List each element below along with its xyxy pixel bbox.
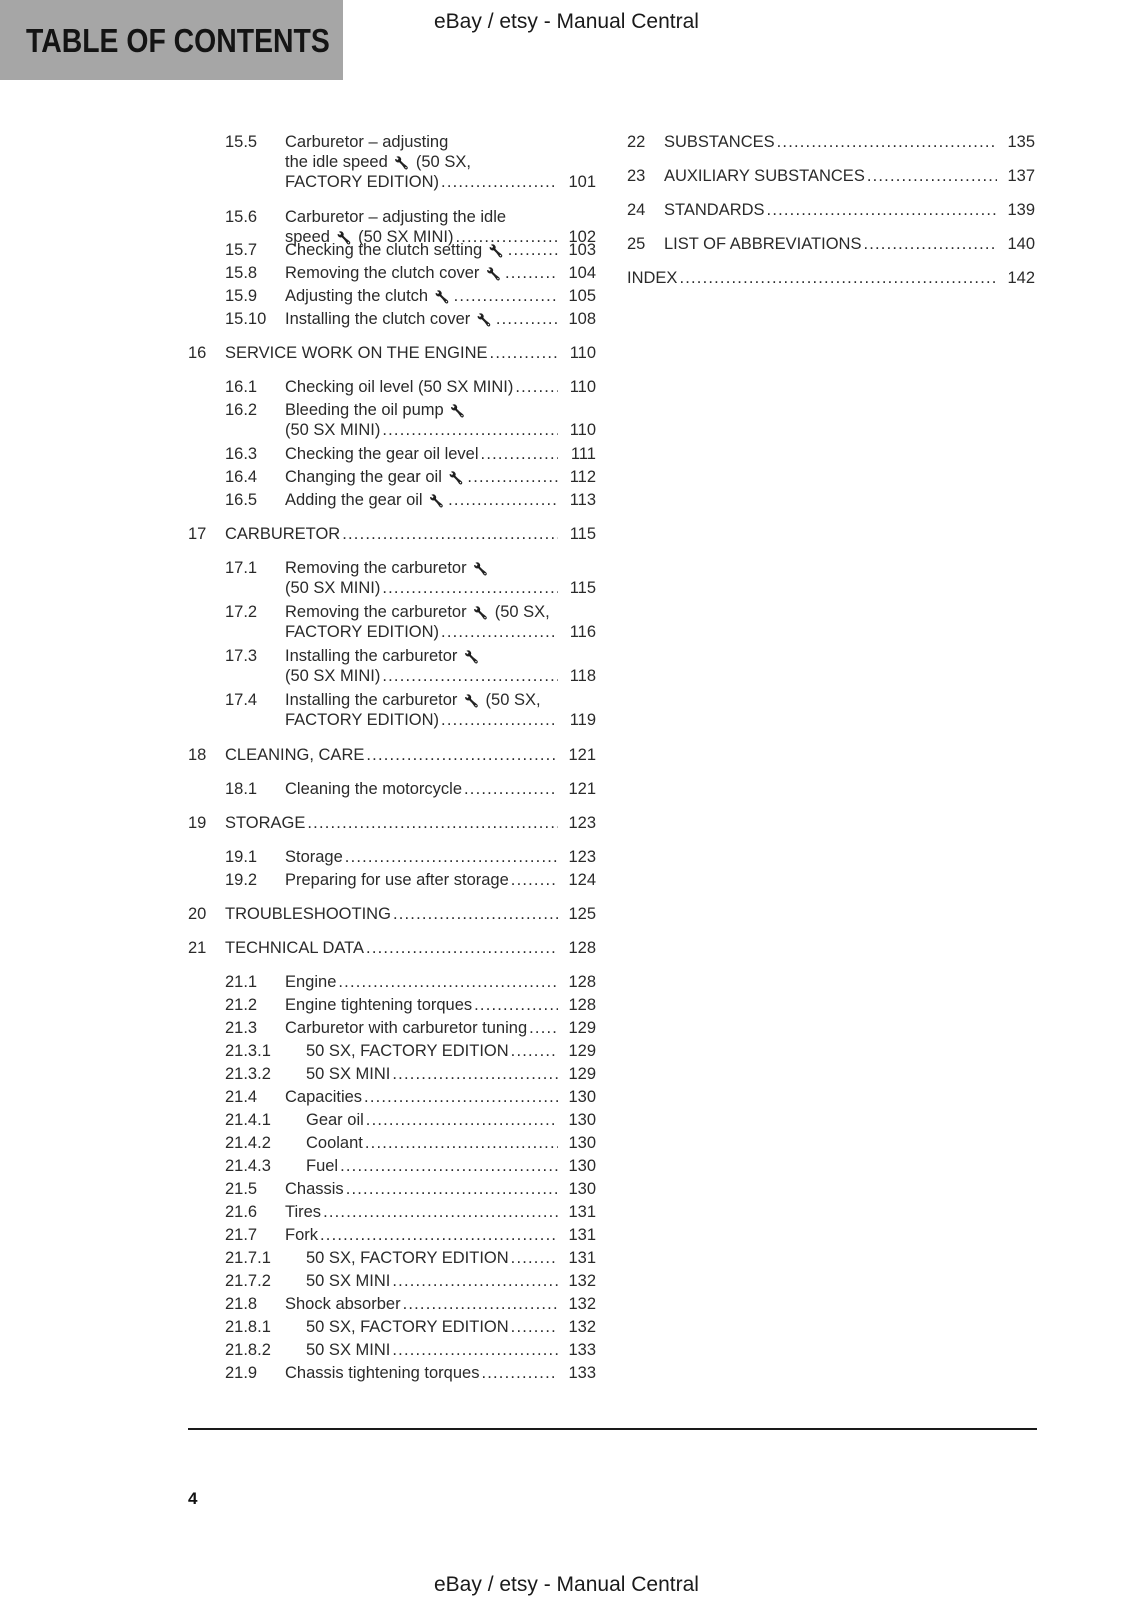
toc-entry-section[interactable]	[0, 443, 620, 465]
dot-leader	[679, 267, 997, 289]
toc-entry-number: 21.5	[225, 1180, 258, 1198]
toc-entry-chapter[interactable]	[0, 937, 620, 959]
toc-entry-title: Carburetor – adjusting the idle	[285, 208, 507, 226]
toc-entry-title: 50 SX MINI .....	[306, 1339, 558, 1361]
dot-leader	[867, 165, 997, 187]
toc-entry-section[interactable]	[0, 971, 620, 993]
toc-entry-section[interactable]	[0, 645, 620, 667]
toc-entry-number: 21.3.2	[225, 1065, 271, 1083]
toc-entry-page: 121	[568, 746, 596, 764]
toc-entry-page: 132	[568, 1272, 596, 1290]
toc-entry-number: 17.1	[225, 559, 258, 577]
wrench-icon: 🔧	[429, 494, 445, 508]
toc-entry-page: 130	[568, 1180, 596, 1198]
toc-entry-number: 21.4.2	[225, 1134, 271, 1152]
toc-entry-title: Chassis tightening torques .....	[285, 1362, 558, 1384]
toc-entry-title: speed 🔧 (50 SX MINI) .....	[285, 226, 558, 249]
wrench-icon: 🔧	[464, 650, 479, 664]
toc-entry-title: Preparing for use after storage .....	[285, 869, 558, 891]
toc-entry-chapter[interactable]	[0, 131, 1130, 153]
toc-entry-section[interactable]	[0, 621, 620, 643]
dot-leader	[382, 577, 558, 599]
toc-entry-number: 21.8.1	[225, 1318, 271, 1336]
dot-leader	[490, 342, 558, 364]
toc-entry-title: CLEANING, CARE .....	[225, 744, 558, 766]
dot-leader	[467, 466, 558, 488]
toc-entry-page: 110	[569, 378, 596, 396]
dot-leader	[323, 1201, 558, 1223]
toc-entry-title: Installing the clutch cover 🔧 .....	[285, 308, 558, 331]
toc-entry-chapter[interactable]	[0, 523, 620, 545]
toc-entry-page: 124	[568, 871, 596, 889]
toc-entry-section[interactable]	[0, 267, 1130, 289]
toc-entry-title: CARBURETOR .....	[225, 523, 558, 545]
dot-leader	[441, 709, 558, 731]
toc-entry-section[interactable]	[0, 1201, 620, 1223]
toc-entry-title: Checking the clutch setting 🔧 .....	[285, 239, 558, 262]
toc-entry-title: Gear oil .....	[306, 1109, 558, 1131]
toc-entry-title: INDEX .....	[627, 267, 997, 289]
toc-entry-section[interactable]	[0, 466, 620, 488]
toc-entry-number: 21.4.1	[225, 1111, 271, 1129]
toc-entry-section[interactable]	[0, 709, 620, 731]
footer-watermark-text: eBay / etsy - Manual Central	[434, 1573, 699, 1596]
toc-entry-page: 132	[568, 1295, 596, 1313]
toc-entry-number: 18	[188, 746, 207, 764]
toc-entry-title: Shock absorber .....	[285, 1293, 558, 1315]
dot-leader	[392, 1063, 558, 1085]
dot-leader	[511, 869, 558, 891]
toc-entry-page: 129	[568, 1019, 596, 1037]
toc-entry-chapter[interactable]	[0, 744, 620, 766]
toc-entry-number: 21.4	[225, 1088, 258, 1106]
toc-entry-number: 21.8	[225, 1295, 258, 1313]
toc-entry-number: 21	[188, 939, 207, 957]
toc-entry-number: 24	[627, 201, 646, 219]
toc-entry-title: Checking oil level (50 SX MINI) .....	[285, 376, 558, 398]
toc-entry-page: 137	[1007, 167, 1035, 185]
toc-entry-number: 22	[627, 133, 646, 151]
toc-entry-number: 17	[188, 525, 207, 543]
toc-entry-chapter[interactable]	[0, 165, 1130, 187]
dot-leader	[382, 665, 558, 687]
wrench-icon: 🔧	[450, 404, 466, 418]
dot-leader	[529, 1017, 558, 1039]
toc-entry-title: 50 SX, FACTORY EDITION .....	[306, 1040, 558, 1062]
toc-entry-title: Capacities .....	[285, 1086, 558, 1108]
toc-entry-title: 50 SX, FACTORY EDITION .....	[306, 1316, 558, 1338]
toc-entry-page: 142	[1007, 269, 1035, 287]
wrench-icon: 🔧	[473, 562, 489, 576]
toc-entry-title: Checking the gear oil level .....	[285, 443, 558, 465]
toc-entry-page: 128	[568, 939, 596, 957]
toc-entry-page: 111	[570, 445, 596, 463]
toc-entry-number: 20	[188, 905, 207, 923]
dot-leader	[863, 233, 997, 255]
toc-entry-number: 15.9	[225, 287, 258, 305]
toc-entry-section[interactable]	[0, 1362, 620, 1384]
toc-entry-number: 21.6	[225, 1203, 258, 1221]
toc-entry-page: 123	[568, 814, 596, 832]
toc-entry-number: 19.1	[225, 848, 258, 866]
dot-leader	[515, 376, 558, 398]
toc-entry-page: 123	[568, 848, 596, 866]
toc-entry-number: 21.1	[225, 973, 258, 991]
toc-entry-chapter[interactable]	[0, 812, 620, 834]
wrench-icon: 🔧	[434, 290, 450, 304]
dot-leader	[340, 1155, 558, 1177]
toc-entry-section[interactable]	[0, 1339, 620, 1361]
toc-entry-number: 15.5	[225, 133, 258, 151]
dot-leader	[393, 903, 558, 925]
toc-entry-section[interactable]	[0, 489, 620, 511]
dot-leader	[366, 937, 558, 959]
toc-entry-page: 139	[1007, 201, 1035, 219]
toc-entry-number: 15.10	[225, 310, 267, 328]
dot-leader	[392, 1339, 558, 1361]
toc-entry-page: 101	[568, 173, 596, 191]
toc-entry-section[interactable]	[0, 1247, 620, 1269]
wrench-icon: 🔧	[488, 244, 504, 258]
toc-entry-page: 112	[569, 468, 596, 486]
toc-entry-page: 118	[569, 667, 596, 685]
toc-entry-section[interactable]	[0, 689, 620, 711]
toc-entry-number: 21.7.1	[225, 1249, 271, 1267]
toc-entry-page: 103	[568, 241, 596, 259]
toc-entry-page: 135	[1007, 133, 1035, 151]
toc-entry-section[interactable]	[0, 1109, 620, 1131]
toc-entry-section[interactable]	[0, 601, 620, 623]
dot-leader	[338, 971, 558, 993]
toc-entry-chapter[interactable]	[0, 233, 1130, 255]
toc-entry-page: 130	[568, 1111, 596, 1129]
toc-entry-page: 140	[1007, 235, 1035, 253]
toc-entry-page: 104	[568, 264, 596, 282]
toc-entry-title: SERVICE WORK ON THE ENGINE .....	[225, 342, 558, 364]
toc-entry-title: AUXILIARY SUBSTANCES .....	[664, 165, 997, 187]
toc-entry-page: 130	[568, 1088, 596, 1106]
toc-entry-number: 16.4	[225, 468, 258, 486]
toc-entry-number: 21.8.2	[225, 1341, 271, 1359]
toc-entry-number: 16.3	[225, 445, 258, 463]
toc-entry-number: 17.4	[225, 691, 258, 709]
dot-leader	[441, 621, 558, 643]
toc-entry-page: 102	[568, 228, 596, 246]
toc-entry-section[interactable]	[0, 846, 620, 868]
toc-entry-page: 110	[569, 344, 596, 362]
toc-entry-title: STORAGE .....	[225, 812, 558, 834]
toc-entry-number: 18.1	[225, 780, 258, 798]
toc-entry-title: FACTORY EDITION) .....	[285, 621, 558, 643]
toc-entry-section[interactable]	[0, 1224, 620, 1246]
toc-entry-title: Tires .....	[285, 1201, 558, 1223]
dot-leader	[767, 199, 997, 221]
toc-entry-page: 115	[569, 525, 596, 543]
dot-leader	[346, 1178, 558, 1200]
wrench-icon: 🔧	[394, 156, 410, 170]
toc-entry-number: 21.3	[225, 1019, 258, 1037]
toc-entry-number: 19.2	[225, 871, 258, 889]
dot-leader	[464, 778, 558, 800]
toc-entry-title: Fuel .....	[306, 1155, 558, 1177]
toc-entry-section[interactable]	[0, 1155, 620, 1177]
toc-entry-page: 113	[569, 491, 596, 509]
toc-entry-page: 119	[569, 711, 596, 729]
wrench-icon: 🔧	[336, 231, 352, 245]
toc-entry-page: 116	[569, 623, 596, 641]
toc-entry-page: 131	[568, 1249, 596, 1267]
toc-entry-title: Bleeding the oil pump 🔧	[285, 399, 467, 422]
toc-entry-section[interactable]	[0, 1316, 620, 1338]
toc-entry-title: Storage .....	[285, 846, 558, 868]
toc-entry-number: 25	[627, 235, 646, 253]
toc-entry-title: TROUBLESHOOTING .....	[225, 903, 558, 925]
wrench-icon: 🔧	[486, 267, 501, 281]
toc-entry-number: 21.2	[225, 996, 258, 1014]
wrench-icon: 🔧	[448, 471, 464, 485]
toc-entry-section[interactable]	[0, 376, 620, 398]
toc-entry-title: FACTORY EDITION) .....	[285, 171, 558, 193]
toc-entry-title: 50 SX MINI .....	[306, 1063, 558, 1085]
toc-entry-title: Carburetor with carburetor tuning .....	[285, 1017, 558, 1039]
toc-entry-title: (50 SX MINI) .....	[285, 419, 558, 441]
toc-entry-section[interactable]	[0, 1063, 620, 1085]
dot-leader	[342, 523, 558, 545]
toc-entry-section[interactable]	[0, 577, 620, 599]
toc-entry-title: 50 SX MINI .....	[306, 1270, 558, 1292]
toc-entry-page: 125	[568, 905, 596, 923]
dot-leader	[511, 1316, 558, 1338]
toc-entry-section[interactable]	[0, 1086, 620, 1108]
toc-entry-title: 50 SX, FACTORY EDITION .....	[306, 1247, 558, 1269]
toc-entry-section[interactable]	[0, 399, 620, 421]
dot-leader	[392, 1270, 558, 1292]
toc-entry-title: Adding the gear oil 🔧 .....	[285, 489, 558, 512]
toc-entry-page: 132	[568, 1318, 596, 1336]
toc-entry-number: 23	[627, 167, 646, 185]
toc-entry-title: LIST OF ABBREVIATIONS .....	[664, 233, 997, 255]
toc-entry-title: Changing the gear oil 🔧 .....	[285, 466, 558, 489]
toc-entry-number: 16.5	[225, 491, 258, 509]
toc-entry-number: 16	[188, 344, 207, 362]
toc-entry-chapter[interactable]	[0, 199, 1130, 221]
toc-entry-section[interactable]	[0, 994, 620, 1016]
toc-entry-number: 21.7.2	[225, 1272, 271, 1290]
toc-entry-number: 16.1	[225, 378, 258, 396]
toc-entry-section[interactable]	[0, 419, 620, 441]
toc-entry-number: 21.7	[225, 1226, 258, 1244]
toc-entry-title: Fork .....	[285, 1224, 558, 1246]
toc-entry-number: 19	[188, 814, 207, 832]
toc-entry-page: 131	[568, 1203, 596, 1221]
toc-entry-title: SUBSTANCES .....	[664, 131, 997, 153]
toc-entry-title: Removing the clutch cover 🔧 .....	[285, 262, 558, 285]
dot-leader	[345, 846, 558, 868]
page-number: 4	[188, 1489, 198, 1508]
dot-leader	[496, 308, 558, 330]
header-watermark-text: eBay / etsy - Manual Central	[434, 10, 699, 33]
toc-entry-page: 131	[568, 1226, 596, 1244]
toc-entry-title: Coolant .....	[306, 1132, 558, 1154]
toc-entry-section[interactable]	[0, 778, 620, 800]
toc-entry-section[interactable]	[0, 308, 620, 330]
toc-entry-page: 130	[568, 1134, 596, 1152]
toc-entry-title: Installing the carburetor 🔧	[285, 645, 481, 668]
dot-leader	[511, 1247, 558, 1269]
toc-entry-title: Removing the carburetor 🔧	[285, 557, 490, 580]
dot-leader	[403, 1293, 558, 1315]
toc-entry-section[interactable]	[0, 1293, 620, 1315]
toc-entry-title: (50 SX MINI) .....	[285, 665, 558, 687]
toc-entry-page: 129	[568, 1042, 596, 1060]
toc-entry-section[interactable]	[0, 665, 620, 687]
toc-entry-page: 133	[568, 1341, 596, 1359]
section-title-banner	[0, 0, 343, 80]
toc-entry-title: Carburetor – adjusting	[285, 133, 449, 151]
dot-leader	[777, 131, 997, 153]
toc-entry-section[interactable]	[0, 1270, 620, 1292]
toc-entry-number: 15.8	[225, 264, 258, 282]
toc-entry-section[interactable]	[0, 1132, 620, 1154]
dot-leader	[481, 1362, 558, 1384]
dot-leader	[366, 1109, 558, 1131]
toc-entry-page: 130	[568, 1157, 596, 1175]
dot-leader	[364, 1086, 558, 1108]
toc-entry-title: STANDARDS .....	[664, 199, 997, 221]
toc-entry-title: Installing the carburetor 🔧 (50 SX,	[285, 689, 541, 712]
toc-entry-page: 110	[569, 421, 596, 439]
toc-entry-section[interactable]	[0, 1040, 620, 1062]
toc-entry-number: 17.2	[225, 603, 258, 621]
toc-entry-number: 21.4.3	[225, 1157, 271, 1175]
toc-entry-number: 15.6	[225, 208, 258, 226]
dot-leader	[365, 1132, 558, 1154]
toc-entry-chapter[interactable]	[0, 342, 620, 364]
toc-entry-page: 115	[569, 579, 596, 597]
toc-entry-title: FACTORY EDITION) .....	[285, 709, 558, 731]
toc-entry-title: (50 SX MINI) .....	[285, 577, 558, 599]
dot-leader	[448, 489, 558, 511]
toc-entry-number: 21.9	[225, 1364, 258, 1382]
toc-entry-page: 128	[568, 996, 596, 1014]
dot-leader	[481, 443, 558, 465]
toc-entry-number: 21.3.1	[225, 1042, 271, 1060]
toc-entry-section[interactable]	[0, 557, 620, 579]
toc-entry-title: Cleaning the motorcycle .....	[285, 778, 558, 800]
toc-entry-number: 17.3	[225, 647, 258, 665]
toc-entry-page: 108	[568, 310, 596, 328]
toc-entry-chapter[interactable]	[0, 903, 620, 925]
toc-entry-section[interactable]	[0, 1017, 620, 1039]
toc-entry-page: 121	[568, 780, 596, 798]
dot-leader	[382, 419, 558, 441]
dot-leader	[307, 812, 558, 834]
dot-leader	[474, 994, 558, 1016]
dot-leader	[320, 1224, 558, 1246]
dot-leader	[511, 1040, 558, 1062]
toc-entry-section[interactable]	[0, 1178, 620, 1200]
toc-entry-title: Engine .....	[285, 971, 558, 993]
section-title: TABLE OF CONTENTS	[26, 22, 330, 59]
toc-entry-page: 129	[568, 1065, 596, 1083]
toc-entry-section[interactable]	[0, 869, 620, 891]
footer-divider	[188, 1428, 1037, 1430]
wrench-icon: 🔧	[473, 606, 489, 620]
wrench-icon: 🔧	[464, 694, 479, 708]
toc-entry-page: 128	[568, 973, 596, 991]
toc-entry-title: Engine tightening torques .....	[285, 994, 558, 1016]
toc-entry-number: 15.7	[225, 241, 258, 259]
toc-entry-page: 133	[568, 1364, 596, 1382]
toc-entry-number: 16.2	[225, 401, 258, 419]
toc-entry-title: TECHNICAL DATA .....	[225, 937, 558, 959]
wrench-icon: 🔧	[476, 313, 492, 327]
toc-entry-page: 105	[568, 287, 596, 305]
toc-entry-title: Removing the carburetor 🔧 (50 SX,	[285, 601, 550, 624]
dot-leader	[366, 744, 558, 766]
toc-entry-title: Adjusting the clutch 🔧 .....	[285, 285, 558, 308]
toc-entry-title: Chassis .....	[285, 1178, 558, 1200]
toc-entry-title: the idle speed 🔧 (50 SX,	[285, 151, 471, 174]
